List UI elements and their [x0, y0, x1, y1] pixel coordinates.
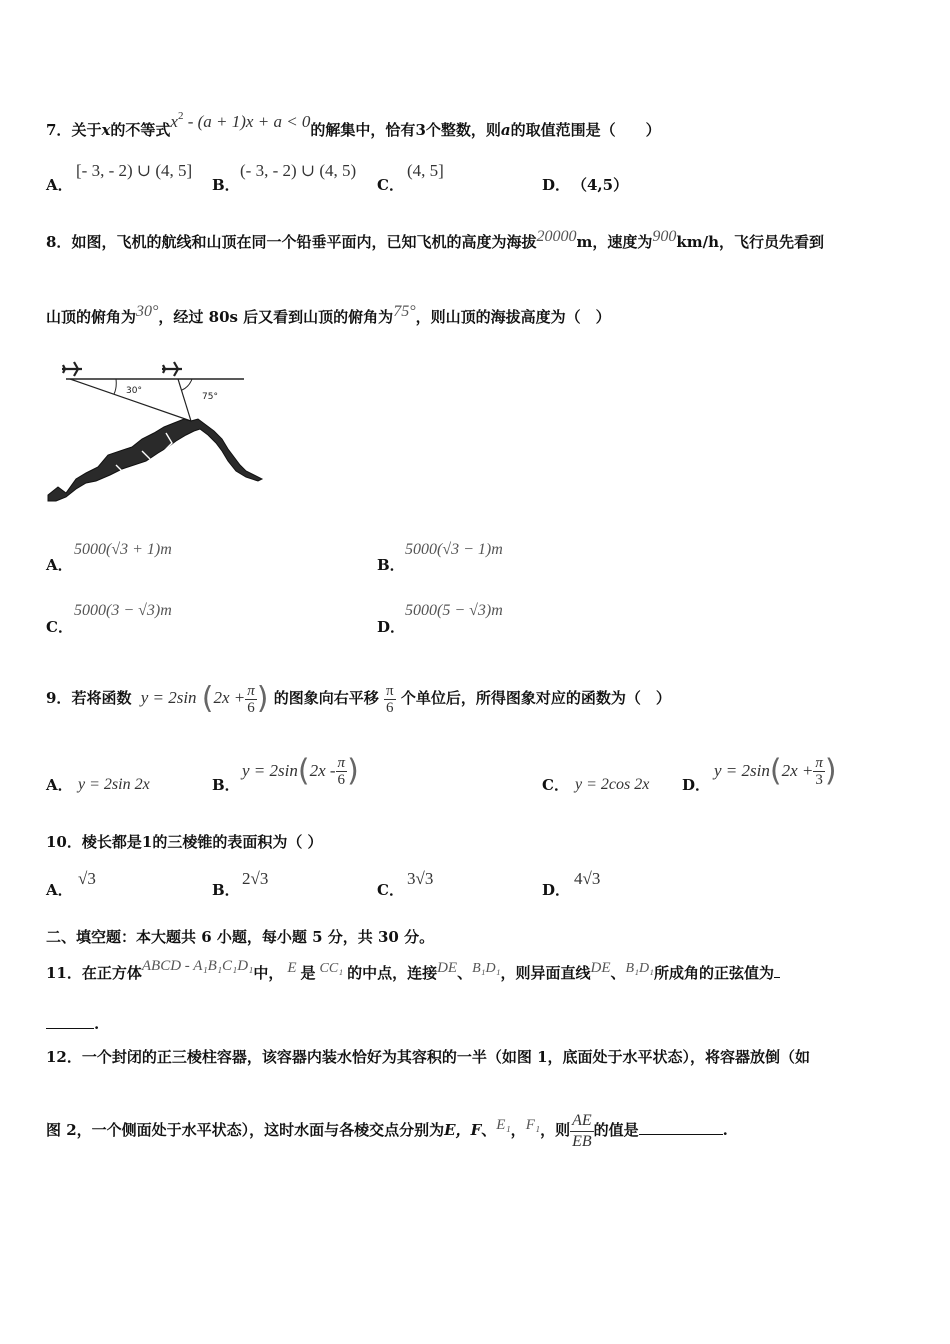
q10-stem: 10．棱长都是1的三棱锥的表面积为（ ）	[46, 833, 323, 851]
mountain-silhouette	[48, 419, 262, 501]
q8-option-c-label: C．	[46, 618, 73, 636]
q7-inequality: $x^2 - (a + 1)x + a < 0$	[170, 110, 311, 131]
q9-option-a-value: y = 2sin 2x	[78, 776, 150, 793]
q8-stem-line2: 山顶的俯角为30°，经过 80s 后又看到山顶的俯角为75°，则山顶的海拔高度为（ ）	[46, 303, 611, 326]
q9-option-c-label: C．	[542, 776, 569, 794]
q7-option-c-label: C．	[377, 176, 404, 194]
q11-number: 11．	[46, 964, 82, 982]
q10-option-d-value: 4√3	[574, 869, 601, 888]
q7-option-d-value: （4,5）	[572, 176, 629, 194]
q8-option-c-value: 5000(3 − √3)m	[74, 602, 172, 619]
q7-option-b-value: (- 3, - 2) ∪ (4, 5)	[240, 161, 357, 180]
q8-option-d-value: 5000(5 − √3)m	[405, 602, 503, 619]
q8-option-b-value: 5000(√3 − 1)m	[405, 541, 503, 558]
q9-function: y = 2sin	[140, 688, 197, 707]
q10-number: 10．	[46, 833, 82, 851]
q8-number: 8．	[46, 233, 72, 251]
q9-pi-over-6: $\frac{\pi}{6}$	[247, 682, 255, 716]
q11-blank[interactable]	[46, 1028, 94, 1029]
q8-option-b-label: B．	[377, 556, 405, 574]
q7-option-a-value: [- 3, - 2) ∪ (4, 5]	[76, 161, 193, 180]
q9-option-d-value: y = 2sin(2x + $\frac{\pi}{3}$ )	[714, 753, 837, 789]
q10-option-a-label: A．	[46, 881, 73, 899]
q7-number: 7．	[46, 121, 72, 139]
angle-label-30: 30°	[126, 386, 142, 396]
q11-stem: 11．在正方体ABCD - A₁B₁C₁D₁中， E 是 CC₁ 的中点，连接DE、B₁D₁，则异面直线DE、B₁D₁所成角的正弦值为	[46, 962, 780, 986]
q8-option-d-label: D．	[377, 618, 406, 636]
q9-option-c-value: y = 2cos 2x	[575, 776, 650, 793]
q7-stem: 7．关于x的不等式$x^2 - (a + 1)x + a < 0$的解集中，恰有3个整数，则a的取值范围是（ ）	[46, 110, 661, 139]
q10-option-d-label: D．	[542, 881, 571, 899]
plane-icon-1	[62, 362, 82, 376]
q10-option-a-value: √3	[78, 869, 96, 888]
q7-option-c-value: (4, 5]	[407, 161, 444, 180]
q12-stem-line1: 12．一个封闭的正三棱柱容器，该容器内装水恰好为其容积的一半（如图 1，底面处于水平状态），将容器放倒（如	[46, 1048, 811, 1066]
q12-blank[interactable]	[639, 1134, 723, 1135]
angle-arc-30	[114, 379, 116, 394]
q10-option-c-label: C．	[377, 881, 404, 899]
q10-option-b-value: 2√3	[242, 869, 269, 888]
q9-option-b-value: y = 2sin(2x - $\frac{\pi}{6}$ )	[242, 753, 359, 789]
q11-answer-blank: .	[46, 1013, 99, 1035]
q8-mountain-figure	[46, 355, 268, 503]
q7-option-d-label: D．	[542, 176, 571, 194]
q9-option-a-label: A．	[46, 776, 73, 794]
angle-arc-75	[182, 379, 192, 390]
q10-option-b-label: B．	[212, 881, 240, 899]
q12-ratio-fraction: $\frac{AE}{EB}$	[572, 1111, 592, 1150]
q9-number: 9．	[46, 689, 72, 707]
sight-line-75	[178, 379, 191, 421]
q12-number: 12．	[46, 1048, 82, 1066]
q9-shift-fraction: $\frac{\pi}{6}$	[386, 682, 394, 716]
q10-option-c-value: 3√3	[407, 869, 434, 888]
q8-option-a-value: 5000(√3 + 1)m	[74, 541, 172, 558]
q8-stem-line1: 8．如图，飞机的航线和山顶在同一个铅垂平面内，已知飞机的高度为海拔20000m，速度为900km/h，飞行员先看到	[46, 228, 824, 251]
plane-icon-2	[162, 362, 182, 376]
q9-stem: 9．若将函数 y = 2sin (2x + $\frac{\pi}{6}$ ) 的图象向右平移 $\frac{\pi}{6}$ 个单位后，所得图象对应的函数为（ ）	[46, 681, 671, 716]
section2-heading: 二、填空题：本大题共 6 小题，每小题 5 分，共 30 分。	[46, 928, 435, 946]
angle-label-75: 75°	[202, 392, 218, 402]
q12-stem-line2: 图 2，一个侧面处于水平状态），这时水面与各棱交点分别为E，F、E₁，F₁，则 $\frac{AE}{EB}$ 的值是 .	[46, 1111, 728, 1150]
q9-option-d-label: D．	[682, 776, 711, 794]
q7-option-a-label: A．	[46, 176, 73, 194]
q9-option-b-label: B．	[212, 776, 240, 794]
q7-option-b-label: B．	[212, 176, 240, 194]
q8-option-a-label: A．	[46, 556, 73, 574]
